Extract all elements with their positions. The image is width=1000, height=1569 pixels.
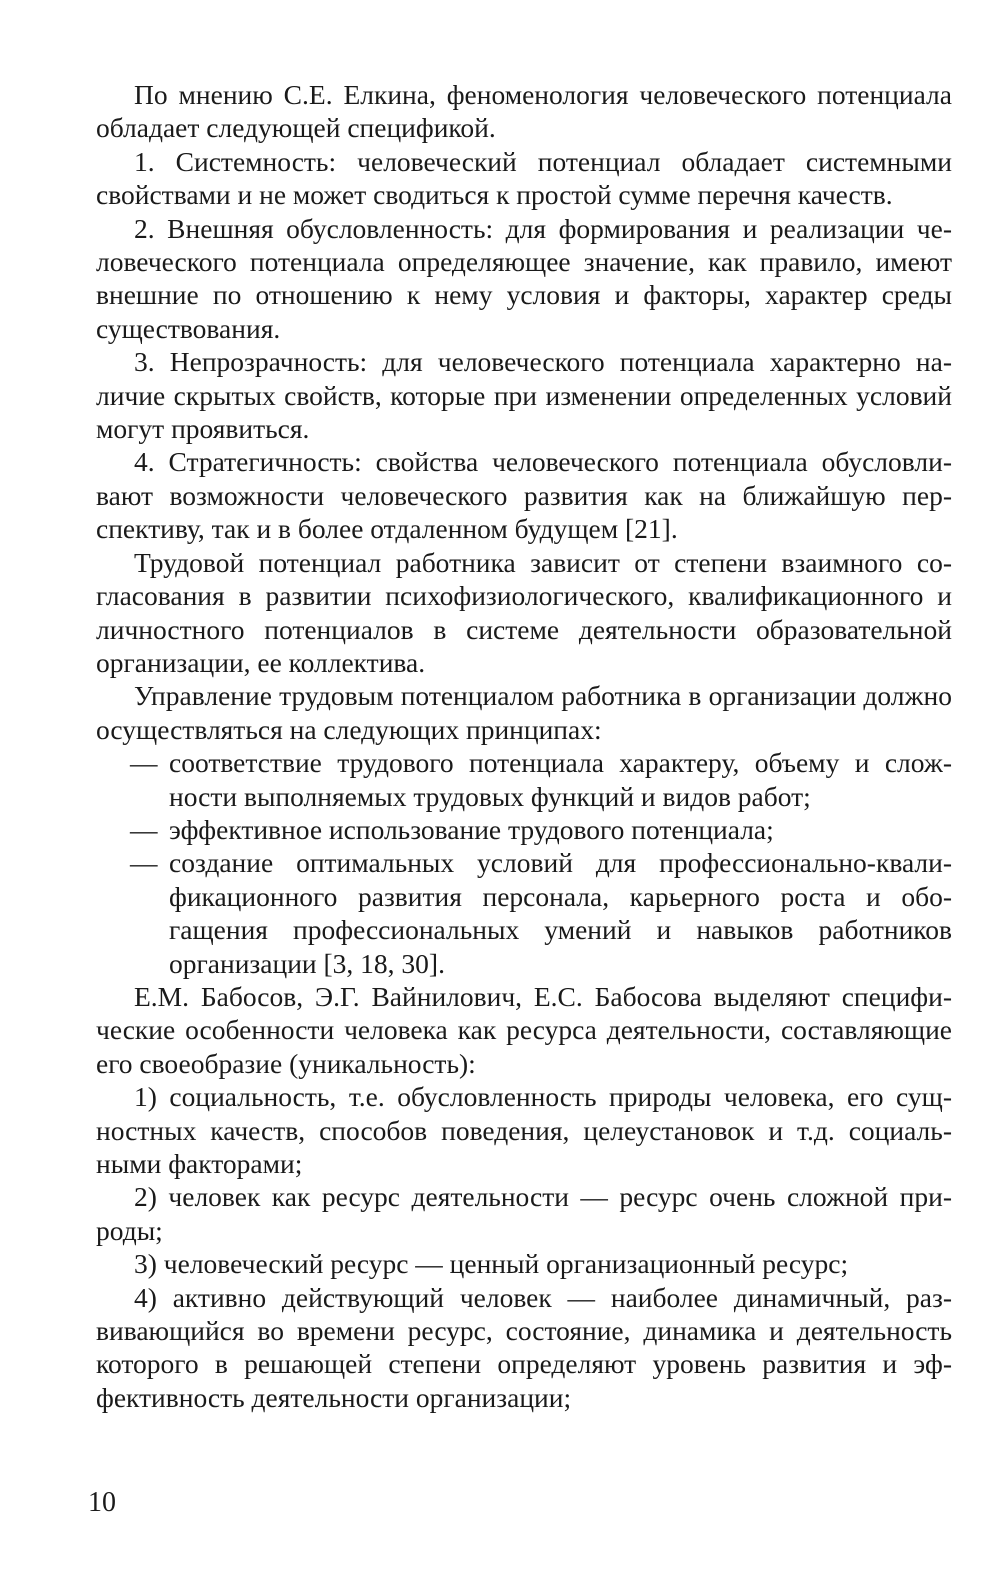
paragraph-elkin-intro: По мнению С.Е. Елкина, феноменология человеческого потенциала обладает следующей спецификой. — [96, 79, 952, 144]
paragraph-valuable-resource: 3) человеческий ресурс — ценный организационный ресурс; — [134, 1248, 849, 1280]
list-item — [96, 746, 952, 813]
paragraph-opacity: 3. Непрозрачность: для человеческого потенциала характерно наличие скрытых свойств, которые при изменении определенных условий могут проявиться. — [96, 346, 952, 445]
paragraph-complex-resource: 2) человек как ресурс деятельности — ресурс очень сложной природы; — [96, 1181, 952, 1246]
paragraph-strategic: 4. Стратегичность: свойства человеческого потенциала обусловливают возможности человеческого развития как на ближайшую перспективу, так и в более отдаленном будущем [21]. — [96, 446, 952, 545]
paragraph-external-conditionality: 2. Внешняя обусловленность: для формирования и реализации человеческого потенциала определяющее значение, как правило, имеют внешние по отношению к нему условия и факторы, характер среды существования. — [96, 212, 952, 344]
dash-marker: — — [130, 847, 158, 879]
list-item-text: эффективное использование трудового потенциала; — [169, 813, 774, 845]
list-item-text: создание оптимальных условий для профессионально-квалификационного развития персонала, карьерного роста и обогащения профессиональных умений и навыков работников организации [3, 18, 30]. — [169, 847, 952, 979]
list-item — [96, 846, 952, 980]
paragraph-management-principles: Управление трудовым потенциалом работника в организации должно осуществляться на следующих принципах: — [96, 680, 952, 745]
list-item-text: соответствие трудового потенциала характеру, объему и сложности выполняемых трудовых функций и видов работ; — [169, 747, 952, 812]
paragraph-babosov-intro: Е.М. Бабосов, Э.Г. Вайнилович, Е.С. Бабосова выделяют специфические особенности человека как ресурса деятельности, составляющие его своеобразие (уникальность): — [96, 980, 952, 1079]
page-number: 10 — [88, 1487, 116, 1518]
paragraph-labor-potential: Трудовой потенциал работника зависит от степени взаимного согласования в развитии психофизиологического, квалификационного и личностного потенциалов в системе деятельности образовательной организации, ее коллектива. — [96, 546, 952, 678]
main-text — [96, 78, 952, 1414]
dash-marker: — — [130, 813, 158, 845]
paragraph-sociality: 1) социальность, т.е. обусловленность природы человека, его сущностных качеств, способов поведения, целеустановок и т.д. социальными факторами; — [96, 1081, 952, 1179]
paragraph-systemness: 1. Системность: человеческий потенциал обладает системными свойствами и не может сводиться к простой сумме перечня качеств. — [96, 145, 952, 211]
dash-marker: — — [130, 747, 158, 779]
principles-list — [96, 746, 952, 980]
paragraph-dynamic-resource: 4) активно действующий человек — наиболее динамичный, развивающийся во времени ресурс, состояние, динамика и деятельность которого в решающей степени определяют уровень развития и эффективность деятельности организации; — [96, 1281, 952, 1413]
list-item — [96, 813, 952, 846]
